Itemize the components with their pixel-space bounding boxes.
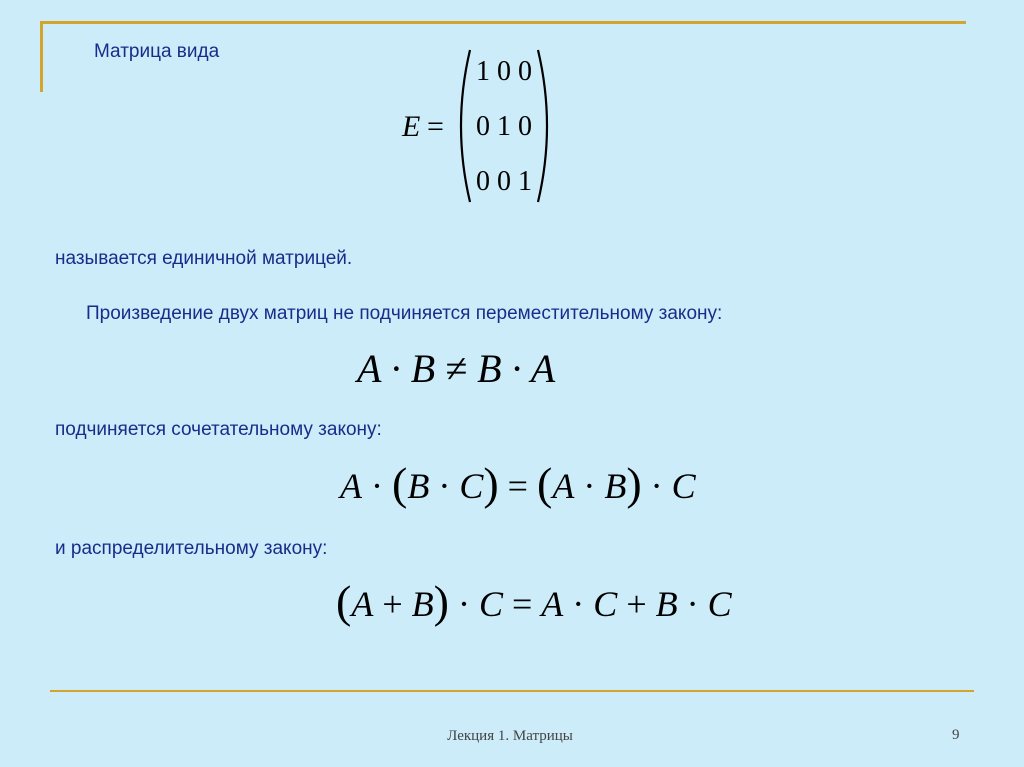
- associative-formula: A · (B · C) = (A · B) · C: [340, 458, 696, 509]
- top-rule: [40, 21, 966, 24]
- footer: [0, 729, 1024, 744]
- page-number: 9: [952, 727, 960, 743]
- identity-matrix: [400, 46, 560, 206]
- matrix-row-1: 1 0 0: [476, 56, 532, 87]
- identity-matrix-caption: называется единичной матрицей.: [55, 248, 353, 269]
- matrix-equals: =: [427, 110, 444, 143]
- bottom-rule: [50, 690, 974, 692]
- associative-law-text: подчиняется сочетательному закону:: [55, 419, 382, 440]
- matrix-row-2: 0 1 0: [476, 111, 532, 142]
- commutative-law-text: Произведение двух матриц не подчиняется переместительному закону:: [86, 303, 723, 324]
- matrix-row-3: 0 0 1: [476, 166, 532, 197]
- left-rule: [40, 21, 43, 92]
- commutative-formula: A · B ≠ B · A: [357, 346, 556, 391]
- matrix-right-bracket: [538, 50, 547, 202]
- matrix-left-bracket: [461, 50, 470, 202]
- slide-heading: Матрица вида: [94, 41, 220, 62]
- distributive-formula: (A + B) · C = A · C + B · C: [336, 576, 732, 627]
- footer-title: Лекция 1. Матрицы: [447, 728, 573, 744]
- matrix-name: E: [402, 110, 421, 143]
- distributive-law-text: и распределительному закону:: [55, 538, 328, 559]
